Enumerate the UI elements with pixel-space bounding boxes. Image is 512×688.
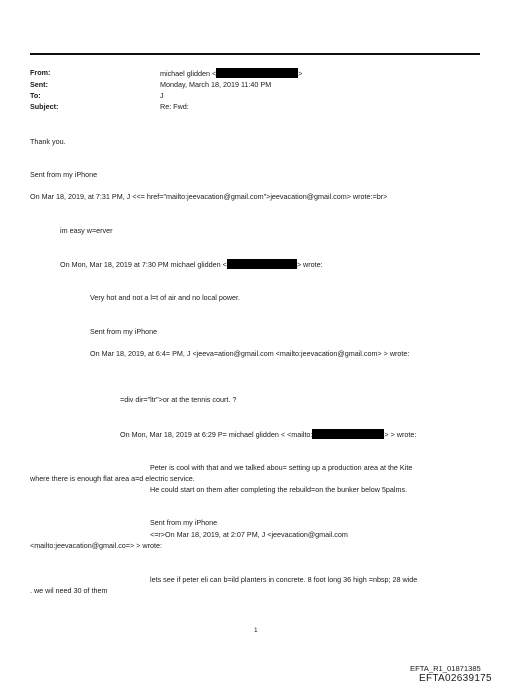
- body-line: Peter is cool with that and we talked abou= setting up a production area at the Kite: [150, 463, 413, 472]
- subject-label: Subject:: [30, 102, 59, 111]
- redaction-block: [312, 429, 384, 439]
- sent-value: Monday, March 18, 2019 11:40 PM: [160, 80, 272, 89]
- to-label: To:: [30, 91, 41, 100]
- body-line: Thank you.: [30, 137, 66, 146]
- body-line: Very hot and not a l=t of air and no local power.: [90, 293, 241, 302]
- from-suffix: >: [298, 69, 303, 78]
- quote-header-text: On Mon, Mar 18, 2019 at 7:30 PM michael glidden <: [60, 260, 227, 269]
- quote-header-wrote: > > wrote:: [384, 430, 417, 439]
- body-line: lets see if peter eli can b=ild planters in concrete. 8 foot long 36 high =nbsp; 28 wide: [150, 575, 418, 584]
- body-line: Sent from my iPhone: [150, 518, 218, 527]
- body-line: im easy w=erver: [60, 226, 113, 235]
- subject-value: Re: Fwd:: [160, 102, 189, 111]
- document-id-large: EFTA02639175: [419, 673, 492, 684]
- body-line: <mailto:jeevacation@gmail.co=> > wrote:: [30, 541, 162, 550]
- redaction-block: [227, 259, 297, 269]
- from-value: [160, 68, 302, 78]
- quote-header: [120, 429, 416, 439]
- body-line: Sent from my iPhone: [30, 170, 98, 179]
- body-line: On Mar 18, 2019, at 6:4= PM, J <jeeva=ation@gmail.com <mailto:jeevacation@gmail.com> > wrote:: [90, 349, 410, 358]
- document-id-small: EFTA_R1_01871385: [410, 664, 481, 673]
- from-label: From:: [30, 68, 51, 77]
- quote-header-text: On Mon, Mar 18, 2019 at 6:29 P= michael glidden < <mailto:: [120, 430, 313, 439]
- body-line: =div dir="ltr">or at the tennis court. ?: [120, 395, 237, 404]
- body-line: Sent from my iPhone: [90, 327, 158, 336]
- sent-label: Sent:: [30, 80, 48, 89]
- to-value: J: [160, 91, 164, 100]
- quote-header: [60, 259, 323, 269]
- body-line: He could start on them after completing the rebuild=on the bunker below 5palms.: [150, 485, 408, 494]
- body-line: where there is enough flat area a=d electric service.: [30, 474, 195, 483]
- from-name: michael glidden <: [160, 69, 217, 78]
- header-rule: [30, 53, 480, 55]
- redaction-block: [216, 68, 298, 78]
- body-line: On Mar 18, 2019, at 7:31 PM, J <<= href="mailto:jeevacation@gmail.com">jeevacation@gmail.com> wrote:=br>: [30, 192, 388, 201]
- quote-header-wrote: > wrote:: [296, 260, 323, 269]
- page-number: 1: [254, 627, 258, 634]
- body-line: <=r>On Mar 18, 2019, at 2:07 PM, J <jeevacation@gmail.com: [150, 530, 348, 539]
- body-line: . we wil need 30 of them: [30, 586, 108, 595]
